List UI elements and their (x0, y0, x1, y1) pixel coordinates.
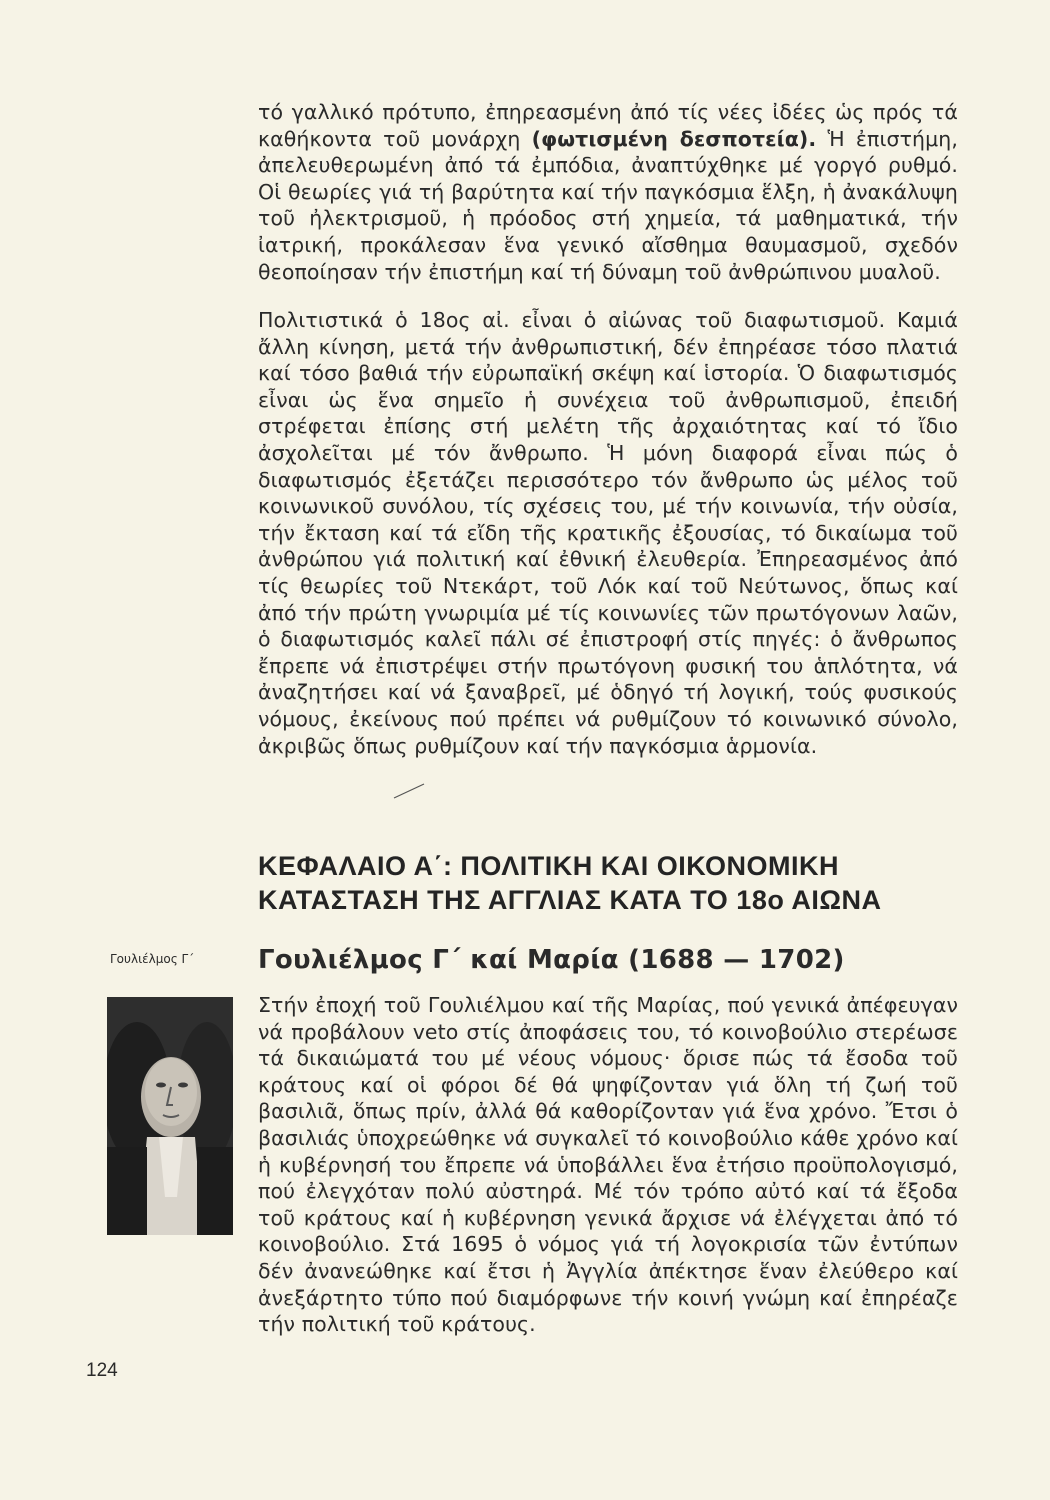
page-number: 124 (86, 1360, 118, 1381)
para1-text-start: τό γαλλικό πρότυπο, ἐπηρεασμένη ἀπό τίς νέες ἰδέες ὡς πρός τά καθήκοντα τοῦ μονάρχη (258, 100, 958, 151)
body-paragraph-3: Στήν ἐποχή τοῦ Γουλιέλμου καί τῆς Μαρίας, πού γενικά ἀπέφευγαν νά προβάλουν veto στίς ἀποφάσεις του, τό κοινοβούλιο στερέωσε τά δικαιώματά του μέ νέους νόμους· ὅρισε πώς τά ἔσοδα τοῦ κράτους καί οἱ φόροι δέ θά ψηφίζονταν γιά ὅλη τή ζωή τοῦ βασιλιᾶ, ὅπως πρίν, ἀλλά θά καθορίζονταν γιά ἕνα χρόνο. Ἔτσι ὁ βασιλιάς ὑποχρεώθηκε νά συγκαλεῖ τό κοινοβούλιο κάθε χρόνο καί ἡ κυβέρνησή του ἔπρεπε νά ὑποβάλλει ἕνα ἐτήσιο προϋπολογισμό, πού ἐλεγχόταν πολύ αὐστηρά. Μέ τόν τρόπο αὐτό καί τά ἔξοδα τοῦ κράτους καί ἡ κυβέρνηση γενικά ἄρχισε νά ἐλέγχεται ἀπό τό κοινοβούλιο. Στά 1695 ὁ νόμος γιά τή λογοκρισία τῶν ἐντύπων δέν ἀνανεώθηκε καί ἔτσι ἡ Ἀγγλία ἀπέκτησε ἕναν ἐλεύθερο καί ἀνεξάρτητο τύπο πού διαμόρφωνε τήν κοινή γνώμη καί ἐπηρέαζε τήν πολιτική τοῦ κράτους. (258, 993, 958, 1337)
body-paragraph-1 (258, 99, 958, 285)
portrait-illustration (107, 997, 233, 1235)
portrait-image (107, 997, 233, 1235)
body-paragraph-2: Πολιτιστικά ὁ 18ος αἰ. εἶναι ὁ αἰώνας τοῦ διαφωτισμοῦ. Καμιά ἄλλη κίνηση, μετά τήν ἀνθρωπιστική, δέν ἐπηρέασε τόσο πλατιά καί τόσο βαθιά τήν εὐρωπαϊκή σκέψη καί ἱστορία. Ὁ διαφωτισμός εἶναι ὡς ἕνα σημεῖο ἡ συνέχεια τοῦ ἀνθρωπισμοῦ, ἐπειδή στρέφεται ἐπίσης στή μελέτη τῆς ἀρχαιότητας καί τό ἴδιο ἀσχολεῖται μέ τόν ἄνθρωπο. Ἡ μόνη διαφορά εἶναι πώς ὁ διαφωτισμός ἐξετάζει περισσότερο τόν ἄνθρωπο ὡς μέλος τοῦ κοινωνικοῦ συνόλου, τίς σχέσεις του, μέ τήν κοινωνία, τήν οὐσία, τήν ἔκταση καί τά εἴδη τῆς κρατικῆς ἐξουσίας, τό δικαίωμα τοῦ ἀνθρώπου γιά πολιτική καί ἐθνική ἐλευθερία. Ἐπηρεασμένος ἀπό τίς θεωρίες τοῦ Ντεκάρτ, τοῦ Λόκ καί τοῦ Νεύτωνος, ὅπως καί ἀπό τήν πρώτη γνωριμία μέ τίς κοινωνίες τῶν πρωτόγονων λαῶν, ὁ διαφωτισμός καλεῖ πάλι σέ ἐπιστροφή στίς πηγές: ὁ ἄνθρωπος ἔπρεπε νά ἐπιστρέψει στήν πρωτόγονη φυσική του ἁπλότητα, νά ἀναζητήσει καί νά ξαναβρεῖ, μέ ὁδηγό τή λογική, τούς φυσικούς νόμους, ἐκείνους πού πρέπει νά ρυθμίζουν τό κοινωνικό σύνολο, ἀκριβῶς ὅπως ρυθμίζουν καί τήν παγκόσμια ἁρμονία. (258, 308, 958, 758)
chapter-title-line-1: ΚΕΦΑΛΑΙΟ Α΄: ΠΟΛΙΤΙΚΗ ΚΑΙ ΟΙΚΟΝΟΜΙΚΗ (258, 851, 839, 881)
margin-caption: Γουλιέλμος Γ΄ (110, 952, 195, 966)
chapter-title-line-2: ΚΑΤΑΣΤΑΣΗ ΤΗΣ ΑΓΓΛΙΑΣ ΚΑΤΑ ΤΟ 18ο ΑΙΩΝΑ (258, 885, 882, 915)
section-heading: Γουλιέλμος Γ΄ καί Μαρία (1688 — 1702) (258, 945, 845, 975)
chapter-title (258, 849, 958, 917)
para1-text-rest: Ἡ ἐπιστήμη, ἀπελευθερωμένη ἀπό τά ἐμπόδια, ἀναπτύχθηκε μέ γοργό ρυθμό. Οἱ θεωρίες γιά τή βαρύτητα καί τήν παγκόσμια ἕλξη, ἡ ἀνακάλυψη τοῦ ἠλεκτρισμοῦ, ἡ πρόοδος στή χημεία, τά μαθηματικά, τήν ἰατρική, προκάλεσαν ἕνα γενικό αἴσθημα θαυμασμοῦ, σχεδόν θεοποίησαν τήν ἐπιστήμη καί τή δύναμη τοῦ ἀνθρώπινου μυαλοῦ. (258, 126, 958, 284)
handwritten-mark (390, 782, 430, 800)
para1-bold-term: (φωτισμένη δεσποτεία). (531, 126, 817, 151)
